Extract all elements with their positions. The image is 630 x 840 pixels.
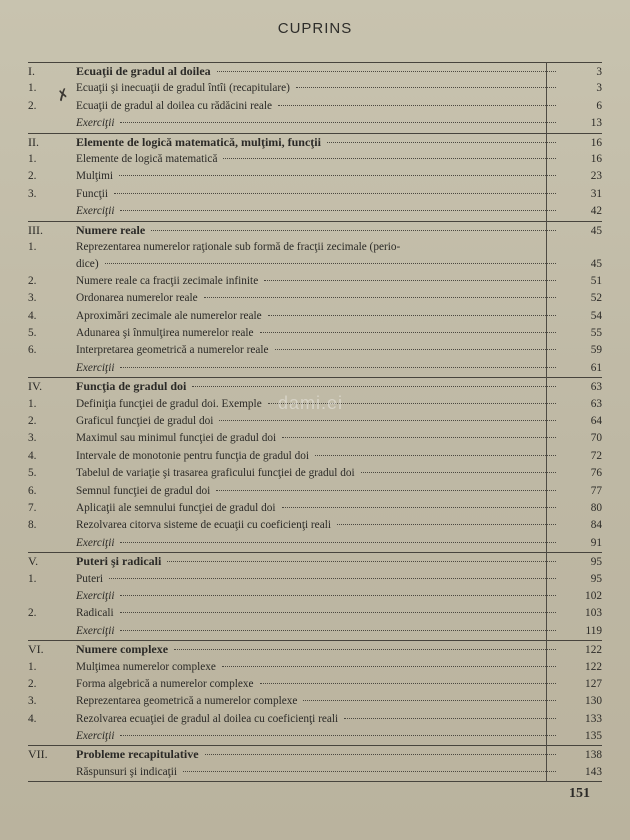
page-ref: 133: [585, 712, 602, 725]
entry-label-group: [76, 273, 562, 290]
entry-label-group: [76, 290, 562, 307]
entry-title: Exerciţii: [76, 624, 115, 637]
entry-title: Răspunsuri şi indicaţii: [76, 765, 178, 778]
entry-title: Exerciţii: [76, 117, 115, 130]
dot-leader: [264, 280, 556, 281]
page-number: 151: [569, 786, 590, 801]
page-ref: 51: [590, 274, 602, 287]
entry-number: 3.: [28, 292, 37, 305]
dot-leader: [174, 649, 556, 650]
entry-title: Probleme recapitulative: [76, 747, 199, 762]
entry-label-group: [76, 222, 562, 239]
entry-title: Maximul sau minimul funcţiei de gradul doi: [76, 432, 277, 445]
dot-leader: [120, 630, 556, 631]
dot-leader: [192, 386, 556, 387]
toc-item: [28, 308, 602, 325]
page-ref: 23: [590, 170, 602, 183]
page-ref: 103: [585, 607, 602, 620]
entry-number: I.: [28, 64, 35, 78]
entry-number: 1.: [28, 82, 37, 95]
entry-label-group: [76, 605, 562, 622]
entry-number: 2.: [28, 415, 37, 428]
dot-leader: [120, 542, 556, 543]
page-ref: 130: [585, 695, 602, 708]
dot-leader: [114, 193, 556, 194]
entry-label-group: [76, 448, 562, 465]
toc-item: [28, 342, 602, 359]
entry-label-group: [76, 134, 562, 151]
page-ref: 143: [585, 765, 602, 778]
toc-item: [28, 483, 602, 500]
entry-label-group: [76, 203, 562, 220]
page-ref: 122: [585, 660, 602, 673]
entry-number: 4.: [28, 449, 37, 462]
entry-title: Exerciţii: [76, 361, 115, 374]
dot-leader: [105, 263, 556, 264]
entry-title: Ecuaţii de gradul al doilea cu rădăcini reale: [76, 99, 273, 112]
pencil-check-mark: ✗: [54, 86, 73, 106]
entry-label-group: [76, 711, 562, 728]
toc-item: [28, 239, 602, 273]
dot-leader: [260, 332, 556, 333]
entry-title: Mulţimea numerelor complexe: [76, 660, 216, 673]
page-ref: 91: [590, 536, 602, 549]
entry-label-group: [76, 676, 562, 693]
entry-label-group: [76, 693, 562, 710]
dot-leader: [120, 735, 556, 736]
dot-leader: [120, 612, 556, 613]
page-ref: 127: [585, 677, 602, 690]
page-ref: 64: [590, 415, 602, 428]
entry-title: Exerciţii: [76, 589, 115, 602]
toc-section: [28, 221, 602, 378]
chapter-heading: [28, 134, 602, 151]
page-ref: 16: [590, 152, 602, 165]
toc-item: [28, 325, 602, 342]
toc-item: [28, 764, 602, 781]
watermark: dami.ei: [278, 393, 344, 413]
entry-label-group: [76, 98, 562, 115]
page-ref: 55: [590, 327, 602, 340]
page-ref: 31: [590, 187, 602, 200]
toc-item: [28, 98, 602, 115]
page-ref: 61: [590, 361, 602, 374]
entry-title-line2: dice): [76, 257, 99, 270]
toc-item: [28, 500, 602, 517]
entry-title: Rezolvarea citorva sisteme de ecuaţii cu coeficienţi reali: [76, 519, 331, 532]
entry-title: Mulţimi: [76, 170, 114, 183]
page-column-rule: [546, 62, 547, 782]
entry-label-group: [76, 308, 562, 325]
entry-title: Definiţia funcţiei de gradul doi. Exemple: [76, 397, 262, 410]
entry-number: VII.: [28, 747, 48, 762]
entry-label-group: [76, 623, 562, 640]
toc-item: [28, 448, 602, 465]
page-ref: 102: [585, 589, 602, 602]
entry-number: 1.: [28, 240, 37, 253]
entry-title: Funcţii: [76, 187, 109, 200]
page-ref: 45: [590, 224, 602, 237]
entry-title: Aproximări zecimale ale numerelor reale: [76, 309, 262, 322]
dot-leader: [337, 524, 556, 525]
page-ref: 3: [596, 66, 602, 78]
entry-number: 5.: [28, 467, 37, 480]
dot-leader: [282, 507, 556, 508]
entry-label-group: [76, 588, 562, 605]
dot-leader: [167, 561, 556, 562]
dot-leader: [303, 700, 556, 701]
chapter-heading: [28, 641, 602, 658]
entry-title: Intervale de monotonie pentru funcţia de gradul doi: [76, 449, 310, 462]
entry-title: Rezolvarea ecuaţiei de gradul al doilea cu coeficienţi reali: [76, 712, 339, 725]
dot-leader: [204, 297, 556, 298]
dot-leader: [315, 455, 556, 456]
toc-item: [28, 290, 602, 307]
entry-label-group: [76, 430, 562, 447]
page-ref: 54: [590, 309, 602, 322]
dot-leader: [223, 158, 556, 159]
page-ref: 59: [590, 344, 602, 357]
entry-label-group: [76, 413, 562, 430]
dot-leader: [216, 490, 556, 491]
page-ref: 63: [590, 381, 602, 394]
entry-number: 2.: [28, 607, 37, 620]
dot-leader: [344, 718, 556, 719]
entry-title: Numere complexe: [76, 642, 169, 657]
page-ref: 84: [590, 519, 602, 532]
toc-item: [28, 151, 602, 168]
dot-leader: [361, 472, 556, 473]
entry-title: Adunarea şi înmulţirea numerelor reale: [76, 327, 254, 340]
entry-title-continued: [76, 256, 562, 273]
dot-leader: [205, 754, 556, 755]
entry-label-group: [76, 342, 562, 359]
entry-title: Funcţia de gradul doi: [76, 379, 187, 394]
entry-label-group: [76, 746, 562, 763]
entry-title: Puteri: [76, 572, 103, 585]
entry-title: Exerciţii: [76, 730, 115, 743]
dot-leader: [217, 71, 556, 72]
page-ref: 119: [585, 624, 602, 637]
exercises-entry: [28, 588, 602, 605]
dot-leader: [275, 349, 556, 350]
entry-title: Exerciţii: [76, 536, 115, 549]
dot-leader: [222, 666, 556, 667]
entry-number: 1.: [28, 660, 37, 673]
exercises-entry: [28, 728, 602, 745]
entry-number: 7.: [28, 501, 37, 514]
toc-item: [28, 186, 602, 203]
entry-title: Interpretarea geometrică a numerelor reale: [76, 344, 269, 357]
entry-title: Reprezentarea numerelor raţionale sub formă de fracţii zecimale (perio-: [76, 240, 401, 253]
page-ref: 70: [590, 432, 602, 445]
dot-leader: [119, 175, 556, 176]
entry-number: 2.: [28, 274, 37, 287]
entry-number: 4.: [28, 309, 37, 322]
entry-label-group: [76, 151, 562, 168]
entry-label-group: [76, 239, 562, 273]
entry-number: 1.: [28, 572, 37, 585]
page-ref: 95: [590, 572, 602, 585]
entry-label-group: [76, 465, 562, 482]
entry-label-group: [76, 535, 562, 552]
toc-item: [28, 571, 602, 588]
entry-title: Tabelul de variaţie şi trasarea graficului funcţiei de gradul doi: [76, 467, 355, 480]
toc-item: [28, 430, 602, 447]
page-ref: 52: [590, 292, 602, 305]
dot-leader: [282, 437, 556, 438]
toc-item: [28, 517, 602, 534]
dot-leader: [120, 210, 556, 211]
page-ref: 63: [590, 397, 602, 410]
entry-number: 2.: [28, 99, 37, 112]
page-ref: 95: [590, 556, 602, 569]
toc-item: [28, 465, 602, 482]
dot-leader: [260, 683, 556, 684]
entry-title: Puteri şi radicali: [76, 554, 162, 569]
toc-section: [28, 133, 602, 221]
toc-item: [28, 413, 602, 430]
page-ref: 3: [596, 82, 602, 95]
entry-label-group: [76, 641, 562, 658]
toc-item: [28, 80, 602, 97]
entry-label-group: [76, 325, 562, 342]
entry-label-group: [76, 186, 562, 203]
chapter-heading: [28, 63, 602, 80]
exercises-entry: [28, 623, 602, 640]
toc-item: [28, 711, 602, 728]
exercises-entry: [28, 360, 602, 377]
page-ref: 42: [590, 205, 602, 218]
entry-title: Reprezentarea geometrică a numerelor complexe: [76, 695, 298, 708]
entry-number: IV.: [28, 379, 43, 394]
entry-number: 5.: [28, 327, 37, 340]
dot-leader: [120, 367, 556, 368]
entry-label-group: [76, 500, 562, 517]
table-of-contents: [28, 62, 602, 782]
entry-title: Ecuaţii de gradul al doilea: [76, 64, 211, 78]
entry-number: 2.: [28, 677, 37, 690]
toc-item: [28, 605, 602, 622]
dot-leader: [109, 578, 556, 579]
entry-number: 6.: [28, 484, 37, 497]
page-ref: 135: [585, 730, 602, 743]
dot-leader: [151, 230, 556, 231]
exercises-entry: [28, 115, 602, 132]
page-ref: 76: [590, 467, 602, 480]
entry-label-group: [76, 553, 562, 570]
chapter-heading: [28, 222, 602, 239]
entry-number: 3.: [28, 695, 37, 708]
page-ref: 138: [585, 749, 602, 762]
entry-title: Ecuaţii şi inecuaţii de gradul întîi (recapitulare): [76, 82, 290, 95]
entry-number: 2.: [28, 170, 37, 183]
entry-title: Radicali: [76, 607, 114, 620]
entry-number: 4.: [28, 712, 37, 725]
toc-section: [28, 640, 602, 745]
toc-item: [28, 693, 602, 710]
entry-number: 1.: [28, 152, 37, 165]
entry-number: VI.: [28, 642, 44, 657]
chapter-heading: [28, 746, 602, 763]
page-title: CUPRINS: [277, 20, 353, 37]
entry-label-group: [76, 728, 562, 745]
dot-leader: [278, 105, 556, 106]
chapter-heading: [28, 553, 602, 570]
toc-item: [28, 659, 602, 676]
entry-title: Exerciţii: [76, 205, 115, 218]
entry-number: 6.: [28, 344, 37, 357]
entry-number: 3.: [28, 187, 37, 200]
entry-title: Elemente de logică matematică: [76, 152, 218, 165]
entry-title: Aplicaţii ale semnului funcţiei de gradul doi: [76, 501, 276, 514]
entry-label-group: [76, 764, 562, 781]
toc-item: [28, 676, 602, 693]
entry-title: Ordonarea numerelor reale: [76, 292, 198, 305]
toc-section: [28, 552, 602, 640]
entry-label-group: [76, 360, 562, 377]
dot-leader: [327, 142, 556, 143]
page-ref: 6: [596, 99, 602, 112]
entry-label-group: [76, 115, 562, 132]
entry-label-group: [76, 659, 562, 676]
entry-title: Forma algebrică a numerelor complexe: [76, 677, 254, 690]
toc-item: [28, 273, 602, 290]
entry-title: Semnul funcţiei de gradul doi: [76, 484, 211, 497]
dot-leader: [219, 420, 556, 421]
page-ref: 13: [590, 117, 602, 130]
toc-section: [28, 745, 602, 782]
exercises-entry: [28, 203, 602, 220]
entry-number: V.: [28, 554, 39, 569]
dot-leader: [183, 771, 556, 772]
entry-label-group: [76, 80, 562, 97]
page-ref: 72: [590, 449, 602, 462]
entry-number: II.: [28, 134, 39, 149]
dot-leader: [268, 315, 556, 316]
dot-leader: [120, 122, 556, 123]
entry-title: Numere reale: [76, 222, 146, 237]
toc-section: [28, 62, 602, 133]
entry-number: 3.: [28, 432, 37, 445]
entry-number: 8.: [28, 519, 37, 532]
entry-label-group: [76, 483, 562, 500]
entry-title: Elemente de logică matematică, mulţimi, funcţii: [76, 134, 321, 149]
entry-number: III.: [28, 222, 43, 237]
entry-label-group: [76, 517, 562, 534]
dot-leader: [296, 87, 556, 88]
entry-title: Graficul funcţiei de gradul doi: [76, 415, 214, 428]
entry-label-group: [76, 63, 562, 80]
page-ref: 80: [590, 501, 602, 514]
exercises-entry: [28, 535, 602, 552]
page-ref: 45: [590, 257, 602, 270]
toc-item: [28, 168, 602, 185]
dot-leader: [120, 595, 556, 596]
page-ref: 16: [590, 136, 602, 149]
entry-label-group: [76, 571, 562, 588]
entry-title: Numere reale ca fracţii zecimale infinite: [76, 274, 259, 287]
entry-number: 1.: [28, 397, 37, 410]
page-ref: 122: [585, 644, 602, 657]
page-ref: 77: [590, 484, 602, 497]
entry-label-group: [76, 168, 562, 185]
